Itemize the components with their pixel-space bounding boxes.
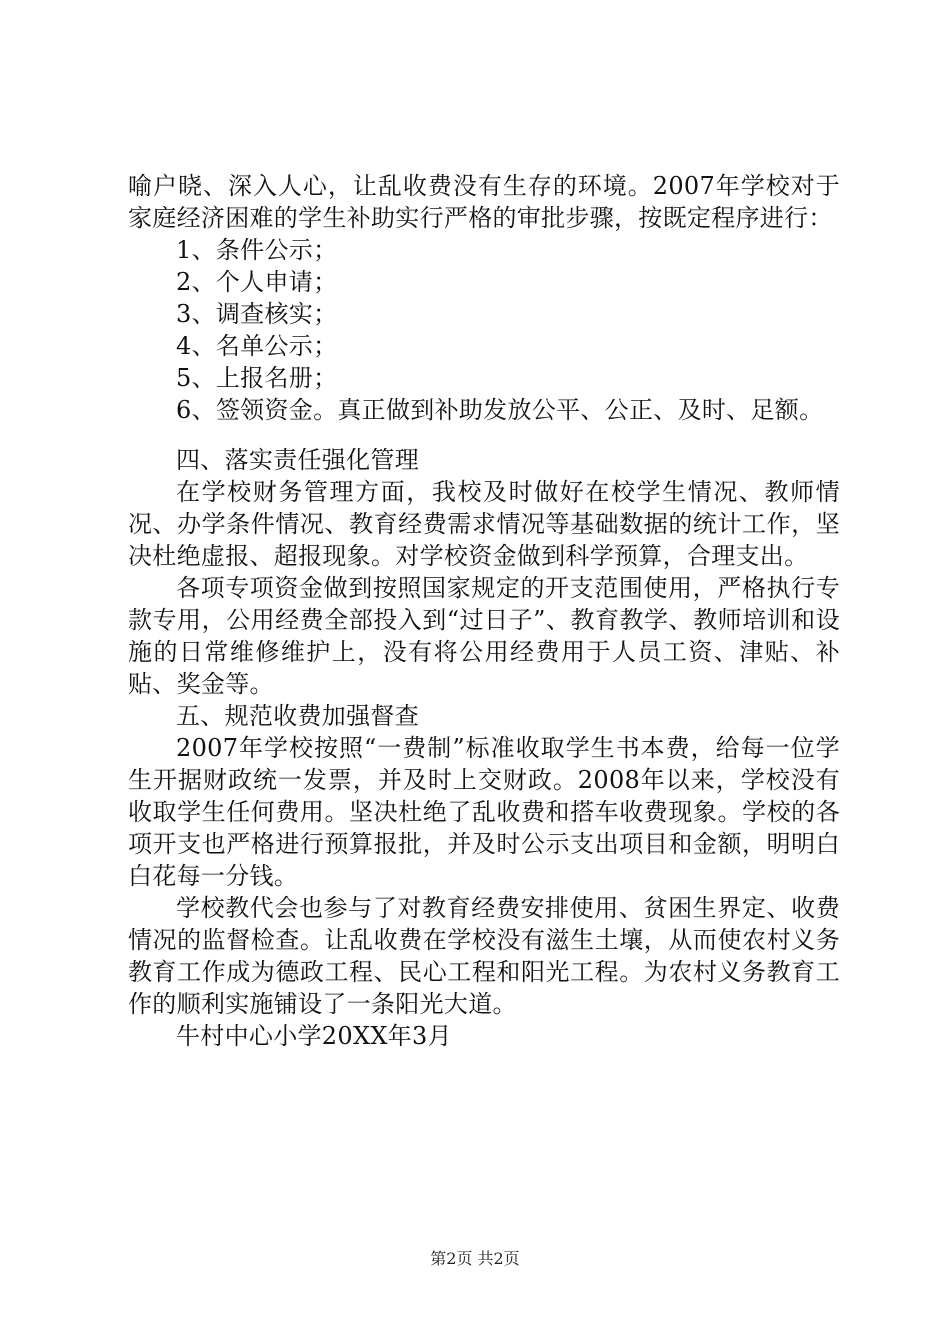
- step-item: 2、个人申请；: [176, 268, 338, 296]
- step-item: 5、上报名册；: [176, 364, 338, 392]
- section-5-paragraph: 学校教代会也参与了对教育经费安排使用、贫困生界定、收费情况的监督检查。让乱收费在学校没有滋生土壤，从而使农村义务教育工作成为德政工程、民心工程和阳光工程。为农村义务教育工作的顺利实施铺设了一条阳光大道。: [128, 894, 840, 1018]
- section-spacer: [128, 426, 840, 444]
- step-item: 3、调查核实；: [176, 300, 338, 328]
- step-item: 4、名单公示；: [176, 332, 338, 360]
- step-item: 6、签领资金。真正做到补助发放公平、公正、及时、足额。: [176, 396, 824, 424]
- section-4-paragraph: 在学校财务管理方面，我校及时做好在校学生情况、教师情况、办学条件情况、教育经费需求情况等基础数据的统计工作，坚决杜绝虚报、超报现象。对学校资金做到科学预算，合理支出。: [128, 478, 840, 570]
- section-5-heading: 五、规范收费加强督查: [176, 702, 419, 730]
- intro-paragraph: 喻户晓、深入人心，让乱收费没有生存的环境。2007年学校对于家庭经济困难的学生补助实行严格的审批步骤，按既定程序进行：: [128, 172, 840, 232]
- section-5-paragraph: 2007年学校按照“一费制”标准收取学生书本费，给每一位学生开据财政统一发票，并及时上交财政。2008年以来，学校没有收取学生任何费用。坚决杜绝了乱收费和搭车收费现象。学校的各项开支也严格进行预算报批，并及时公示支出项目和金额，明明白白花每一分钱。: [128, 734, 840, 890]
- section-4-paragraph: 各项专项资金做到按照国家规定的开支范围使用，严格执行专款专用，公用经费全部投入到“过日子”、教育教学、教师培训和设施的日常维修维护上，没有将公用经费用于人员工资、津贴、补贴、奖金等。: [128, 574, 840, 698]
- steps-list: [128, 234, 840, 426]
- signature-line: 牛村中心小学20XX年3月: [176, 1022, 452, 1050]
- page-number-footer: 第2页 共2页: [430, 1249, 520, 1268]
- section-4-heading: 四、落实责任强化管理: [176, 446, 419, 474]
- document-body: [128, 170, 840, 1052]
- step-item: 1、条件公示；: [176, 236, 338, 264]
